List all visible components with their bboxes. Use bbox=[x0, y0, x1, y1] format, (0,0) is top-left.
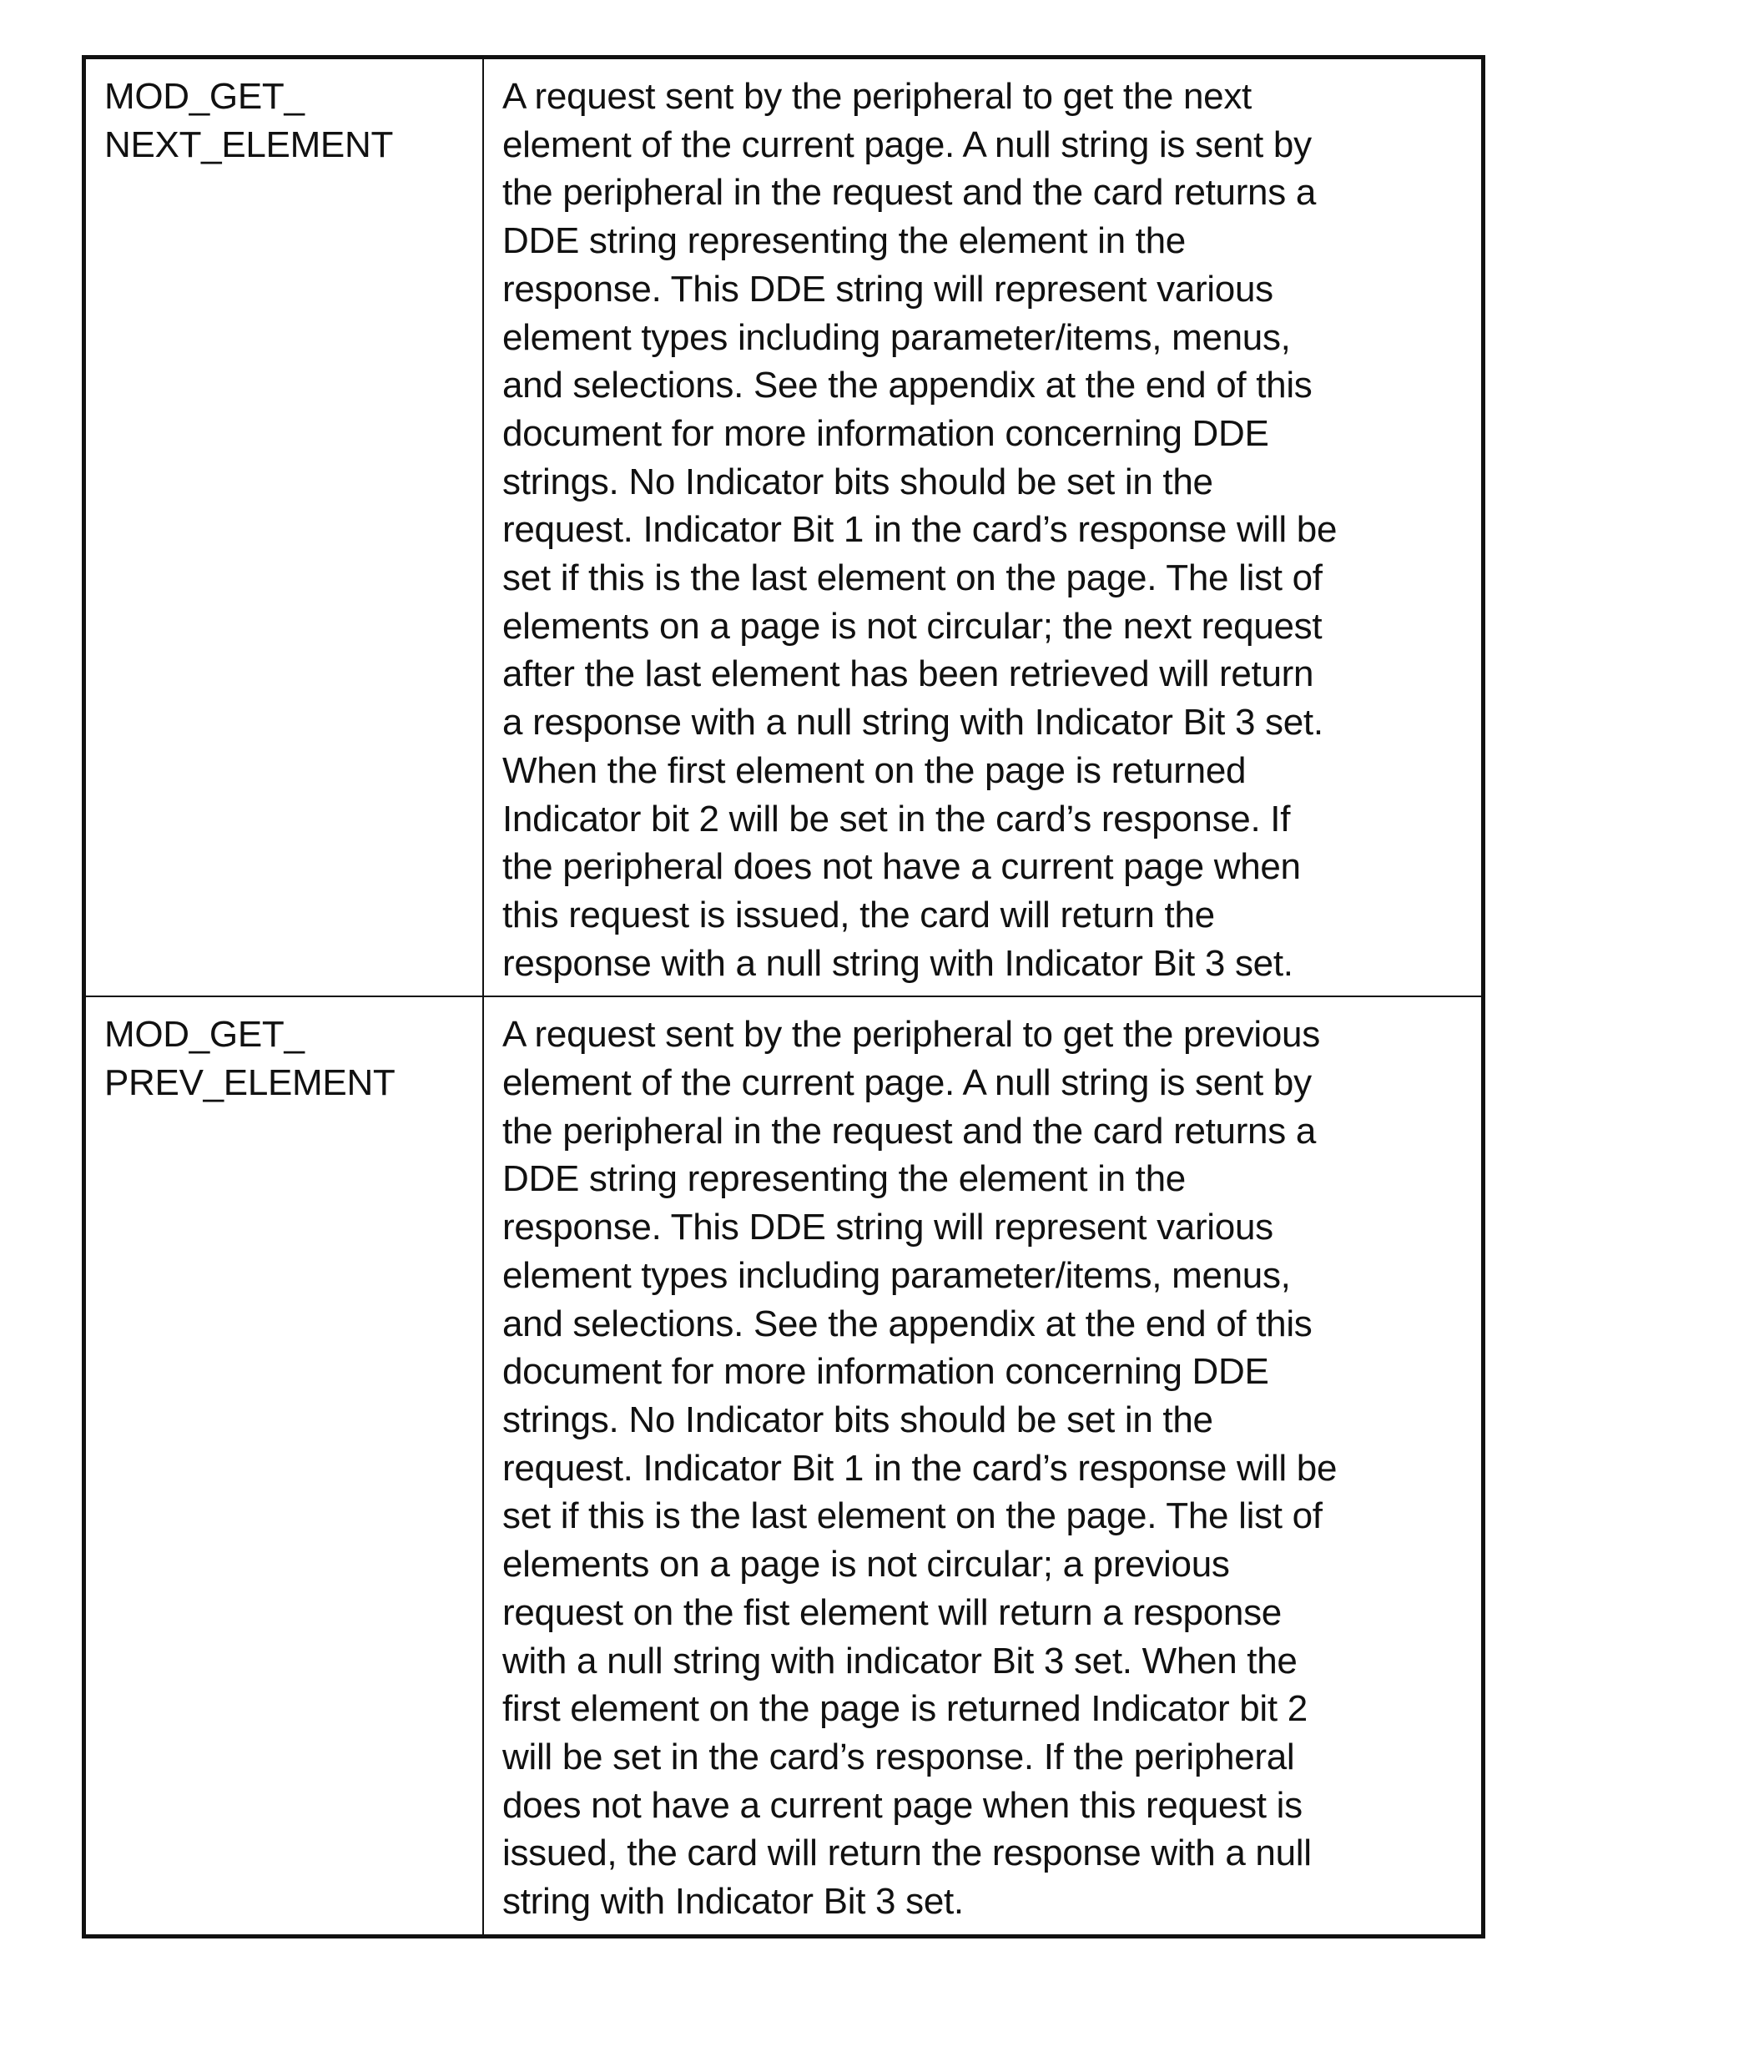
description-line: with a null string with indicator Bit 3 set. When the bbox=[502, 1637, 1481, 1686]
description-line: document for more information concerning DDE bbox=[502, 1348, 1481, 1396]
description-line: DDE string representing the element in the bbox=[502, 217, 1481, 265]
description-line: after the last element has been retrieved will return bbox=[502, 650, 1481, 698]
message-name-line: PREV_ELEMENT bbox=[104, 1059, 482, 1107]
description-line: string with Indicator Bit 3 set. bbox=[502, 1878, 1481, 1926]
description-line: will be set in the card’s response. If the peripheral bbox=[502, 1733, 1481, 1782]
description-line: first element on the page is returned Indicator bit 2 bbox=[502, 1685, 1481, 1733]
description-line: When the first element on the page is returned bbox=[502, 747, 1481, 795]
description-line: a response with a null string with Indicator Bit 3 set. bbox=[502, 698, 1481, 747]
description-line: element types including parameter/items, menus, bbox=[502, 1252, 1481, 1300]
description-line: Indicator bit 2 will be set in the card’s response. If bbox=[502, 795, 1481, 844]
description-line: the peripheral in the request and the card returns a bbox=[502, 1107, 1481, 1156]
description-line: set if this is the last element on the page. The list of bbox=[502, 554, 1481, 602]
description-line: response. This DDE string will represent various bbox=[502, 1203, 1481, 1252]
description-line: request. Indicator Bit 1 in the card’s response will be bbox=[502, 506, 1481, 554]
description-line: element of the current page. A null string is sent by bbox=[502, 1059, 1481, 1107]
description-line: does not have a current page when this request is bbox=[502, 1782, 1481, 1830]
message-definition-table bbox=[82, 55, 1485, 1938]
description-line: A request sent by the peripheral to get the next bbox=[502, 73, 1481, 121]
message-name-cell bbox=[84, 58, 484, 997]
message-name-line: NEXT_ELEMENT bbox=[104, 121, 482, 169]
message-description-cell bbox=[483, 58, 1484, 997]
description-line: document for more information concerning DDE bbox=[502, 410, 1481, 458]
description-line: issued, the card will return the response with a null bbox=[502, 1829, 1481, 1878]
table-row bbox=[84, 996, 1484, 1936]
table-body bbox=[84, 58, 1484, 1937]
description-line: element types including parameter/items, menus, bbox=[502, 314, 1481, 362]
description-line: response with a null string with Indicator Bit 3 set. bbox=[502, 940, 1481, 988]
description-line: strings. No Indicator bits should be set in the bbox=[502, 458, 1481, 507]
description-line: DDE string representing the element in the bbox=[502, 1155, 1481, 1203]
description-line: response. This DDE string will represent various bbox=[502, 265, 1481, 314]
table-row bbox=[84, 58, 1484, 997]
message-description-cell bbox=[483, 996, 1484, 1936]
description-line: set if this is the last element on the page. The list of bbox=[502, 1492, 1481, 1540]
description-line: and selections. See the appendix at the end of this bbox=[502, 1300, 1481, 1349]
description-line: this request is issued, the card will return the bbox=[502, 891, 1481, 940]
message-name-cell bbox=[84, 996, 484, 1936]
description-line: element of the current page. A null string is sent by bbox=[502, 121, 1481, 169]
description-line: A request sent by the peripheral to get the previous bbox=[502, 1011, 1481, 1059]
description-line: strings. No Indicator bits should be set in the bbox=[502, 1396, 1481, 1444]
description-line: elements on a page is not circular; the next request bbox=[502, 602, 1481, 651]
description-line: the peripheral does not have a current page when bbox=[502, 843, 1481, 891]
description-line: the peripheral in the request and the card returns a bbox=[502, 169, 1481, 217]
description-line: request. Indicator Bit 1 in the card’s response will be bbox=[502, 1444, 1481, 1493]
description-line: elements on a page is not circular; a previous bbox=[502, 1540, 1481, 1589]
description-line: and selections. See the appendix at the end of this bbox=[502, 361, 1481, 410]
description-line: request on the fist element will return a response bbox=[502, 1589, 1481, 1637]
message-name-line: MOD_GET_ bbox=[104, 73, 482, 121]
message-name-line: MOD_GET_ bbox=[104, 1011, 482, 1059]
